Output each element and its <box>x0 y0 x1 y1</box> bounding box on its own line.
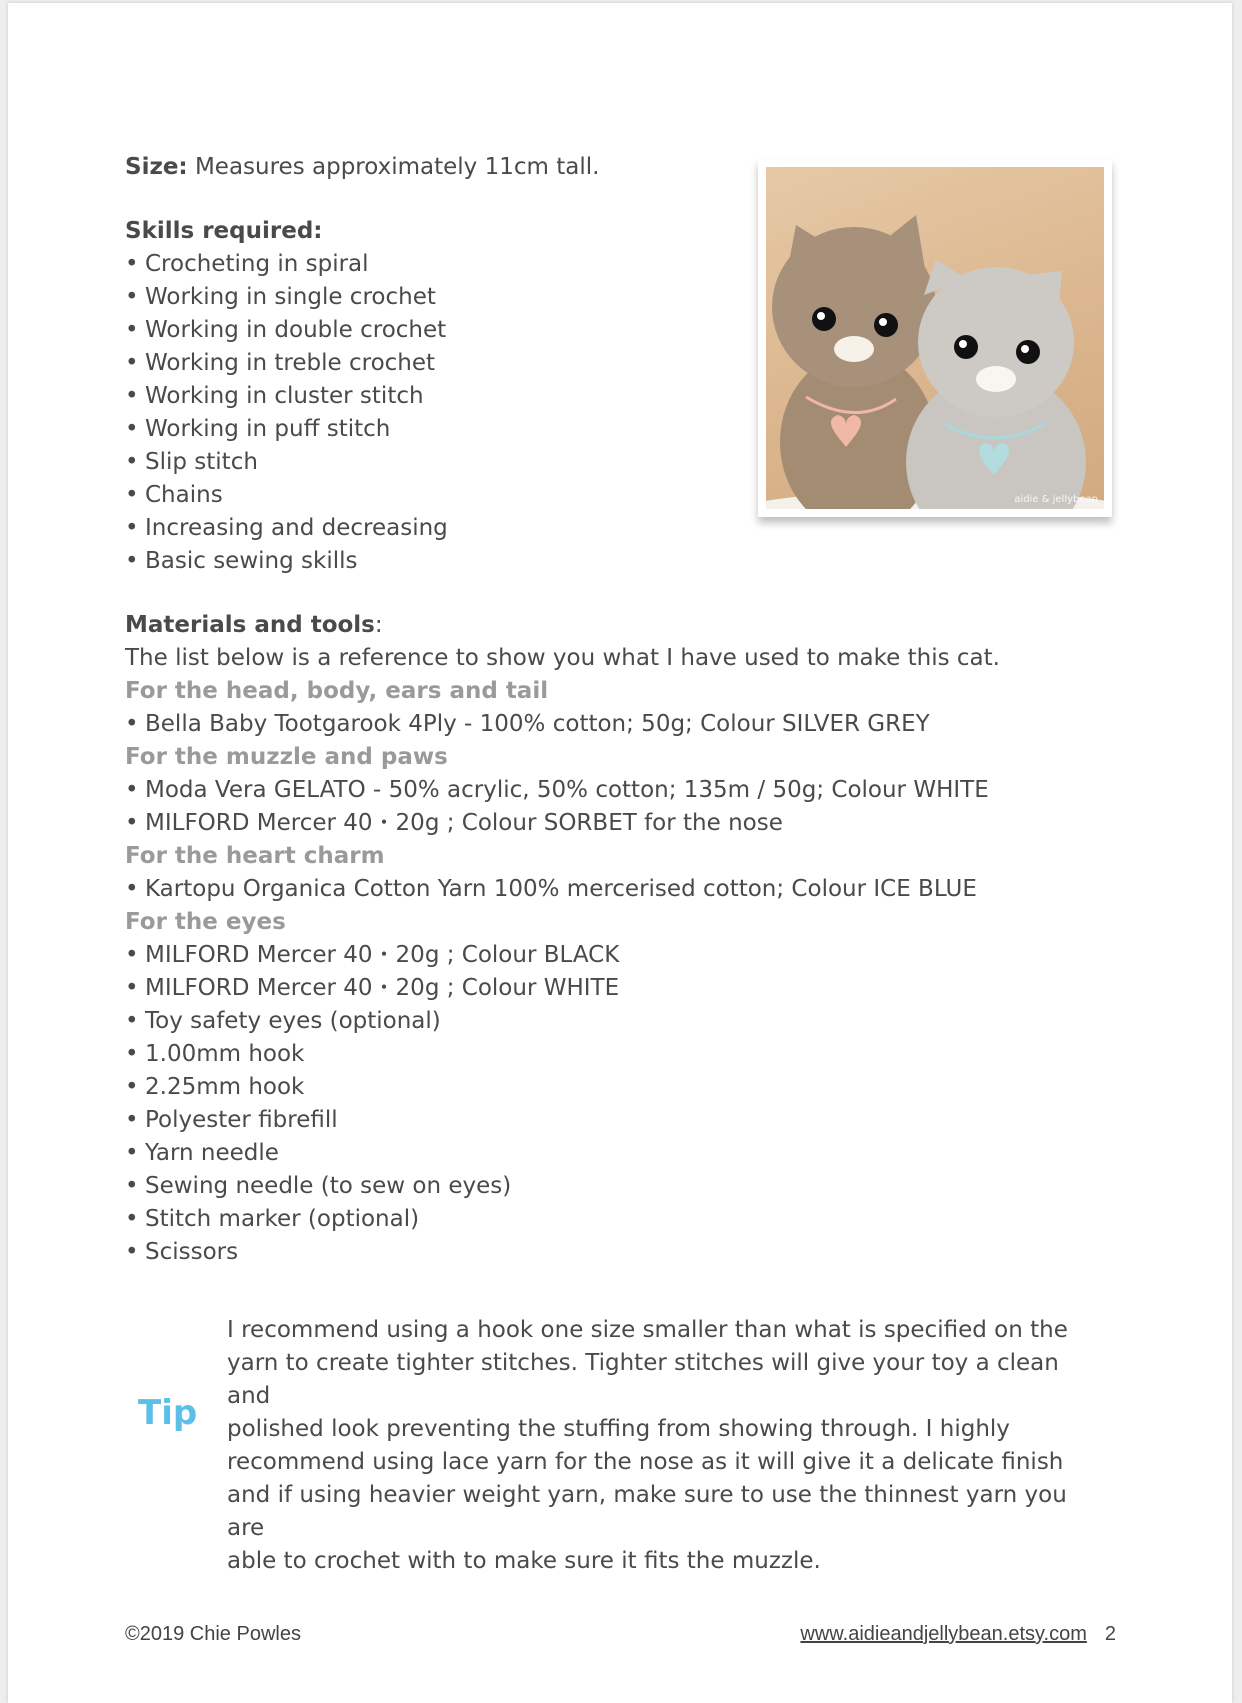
amigurumi-cats-illustration <box>766 167 1104 509</box>
list-item: • Slip stitch <box>125 449 258 475</box>
list-item: • Increasing and decreasing <box>125 515 448 541</box>
list-item: • Toy safety eyes (optional) <box>125 1008 441 1034</box>
list-item: • Basic sewing skills <box>125 548 358 574</box>
subheading-head: For the head, body, ears and tail <box>125 678 549 704</box>
document-page <box>8 3 1232 1703</box>
tip-label: Tip <box>138 1393 198 1433</box>
list-item: • Yarn needle <box>125 1140 279 1166</box>
tip-line: yarn to create tighter stitches. Tighter stitches will give your toy a clean and <box>227 1350 1059 1409</box>
footer-right <box>800 1623 1116 1646</box>
size-label: Size: <box>125 154 188 180</box>
list-item: • 1.00mm hook <box>125 1041 305 1067</box>
footer-copyright: ©2019 Chie Powles <box>125 1623 301 1645</box>
list-item: • Polyester fibrefill <box>125 1107 338 1133</box>
list-item: • Kartopu Organica Cotton Yarn 100% mercerised cotton; Colour ICE BLUE <box>125 876 977 902</box>
list-item: • Stitch marker (optional) <box>125 1206 420 1232</box>
footer-link[interactable]: www.aidieandjellybean.etsy.com <box>800 1623 1087 1645</box>
cats-photo-image <box>766 167 1104 509</box>
list-item: • Working in cluster stitch <box>125 383 424 409</box>
tip-line: I recommend using a hook one size smaller than what is specified on the <box>227 1317 1068 1343</box>
list-item: • Working in single crochet <box>125 284 436 310</box>
list-item: • Scissors <box>125 1239 239 1265</box>
materials-intro: The list below is a reference to show you what I have used to make this cat. <box>125 645 1000 671</box>
list-item: • Sewing needle (to sew on eyes) <box>125 1173 512 1199</box>
tip-line: polished look preventing the stuffing from showing through. I highly <box>227 1416 1010 1442</box>
photo-watermark: aidie & jellybean <box>1014 494 1098 505</box>
list-item: • 2.25mm hook <box>125 1074 305 1100</box>
size-text: Measures approximately 11cm tall. <box>187 154 600 180</box>
subheading-eyes: For the eyes <box>125 909 286 935</box>
list-item: • Working in double crochet <box>125 317 447 343</box>
list-item: • Chains <box>125 482 223 508</box>
list-item: • Working in puff stitch <box>125 416 391 442</box>
list-item: • MILFORD Mercer 40・20g ; Colour WHITE <box>125 975 620 1001</box>
subheading-muzzle: For the muzzle and paws <box>125 744 448 770</box>
list-item: • Moda Vera GELATO - 50% acrylic, 50% cotton; 135m / 50g; Colour WHITE <box>125 777 989 803</box>
tip-line: able to crochet with to make sure it fits the muzzle. <box>227 1548 821 1574</box>
cats-photo <box>758 159 1112 517</box>
skills-heading: Skills required: <box>125 218 323 244</box>
list-item: • MILFORD Mercer 40・20g ; Colour SORBET for the nose <box>125 810 783 836</box>
tip-line: and if using heavier weight yarn, make sure to use the thinnest yarn you are <box>227 1482 1067 1541</box>
page-number: 2 <box>1104 1623 1116 1645</box>
materials-heading: Materials and tools: <box>125 612 383 638</box>
list-item: • Bella Baby Tootgarook 4Ply - 100% cotton; 50g; Colour SILVER GREY <box>125 711 930 737</box>
list-item: • Working in treble crochet <box>125 350 436 376</box>
tip-line: recommend using lace yarn for the nose as it will give it a delicate finish <box>227 1449 1064 1475</box>
list-item: • Crocheting in spiral <box>125 251 369 277</box>
list-item: • MILFORD Mercer 40・20g ; Colour BLACK <box>125 942 620 968</box>
tip-text <box>227 1314 1097 1578</box>
subheading-heart: For the heart charm <box>125 843 385 869</box>
